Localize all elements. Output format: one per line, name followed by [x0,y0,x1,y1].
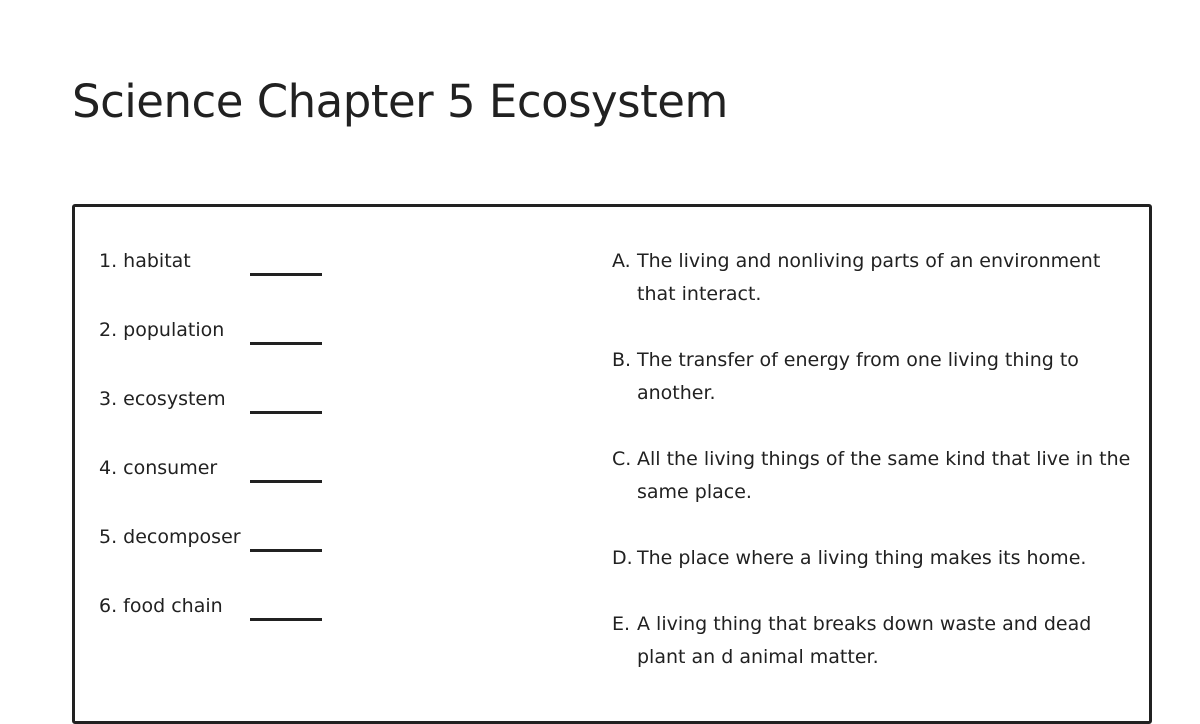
answer-blank[interactable] [250,480,322,483]
term-item [99,590,339,659]
answer-blank[interactable] [250,273,322,276]
term-label: 3. ecosystem [99,388,226,410]
term-label: 2. population [99,319,225,341]
term-item [99,383,339,452]
definition-text: The transfer of energy from one living thing to another. [637,349,1079,404]
definition-item [612,608,1137,674]
term-label: 1. habitat [99,250,191,272]
definition-item [612,443,1137,509]
definition-text: A living thing that breaks down waste and dead plant an d animal matter. [637,613,1092,668]
definition-letter: C. [612,448,632,470]
terms-list [99,245,339,659]
definition-text: All the living things of the same kind that live in the same place. [637,448,1131,503]
definition-letter: D. [612,547,633,569]
answer-blank[interactable] [250,618,322,621]
definitions-list [612,245,1137,707]
definition-letter: E. [612,613,631,635]
term-item [99,521,339,590]
term-item [99,245,339,314]
definition-item [612,245,1137,311]
term-label: 6. food chain [99,595,223,617]
definition-text: The living and nonliving parts of an environment that interact. [637,250,1101,305]
term-item [99,452,339,521]
term-item [99,314,339,383]
definition-item [612,344,1137,410]
definition-letter: A. [612,250,631,272]
definition-text: The place where a living thing makes its home. [637,547,1087,569]
definition-item [612,542,1137,575]
answer-blank[interactable] [250,549,322,552]
term-label: 5. decomposer [99,526,241,548]
definition-letter: B. [612,349,632,371]
page-title: Science Chapter 5 Ecosystem [72,75,728,128]
term-label: 4. consumer [99,457,218,479]
answer-blank[interactable] [250,411,322,414]
answer-blank[interactable] [250,342,322,345]
